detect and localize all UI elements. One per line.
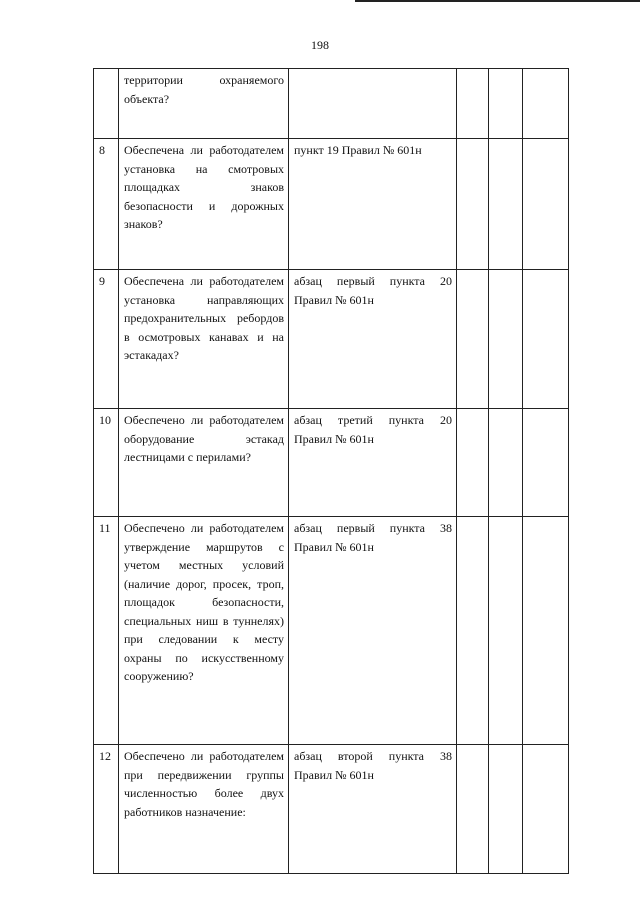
question-cell: Обеспечено ли работодателем при передвижении группы численностью более двух работников назначение: [119, 745, 289, 874]
reference-cell: абзац первый пункта 20 Правил № 601н [289, 270, 457, 409]
question-cell: Обеспечено ли работодателем оборудование эстакад лестницами с перилами? [119, 409, 289, 517]
answer-na-cell[interactable] [523, 139, 569, 270]
question-cell: Обеспечено ли работодателем утверждение маршрутов с учетом местных условий (наличие дорог, просек, троп, площадок безопасности, специальных ниш в туннелях) при следовании к месту охраны по искусственному сооружению? [119, 517, 289, 745]
question-cell: Обеспечена ли работодателем установка направляющих предохранительных ребордов в осмотровых канавах и на эстакадах? [119, 270, 289, 409]
reference-cell [289, 69, 457, 139]
reference-cell: абзац третий пункта 20 Правил № 601н [289, 409, 457, 517]
table-row [94, 409, 569, 517]
question-cell: территории охраняемого объекта? [119, 69, 289, 139]
table-row [94, 270, 569, 409]
row-number: 12 [94, 745, 119, 874]
row-number: 8 [94, 139, 119, 270]
checklist-table [93, 68, 569, 874]
answer-yes-cell[interactable] [457, 517, 489, 745]
answer-na-cell[interactable] [523, 745, 569, 874]
top-rule [355, 0, 640, 2]
answer-no-cell[interactable] [489, 270, 523, 409]
reference-cell: пункт 19 Правил № 601н [289, 139, 457, 270]
row-number: 10 [94, 409, 119, 517]
answer-no-cell[interactable] [489, 517, 523, 745]
answer-yes-cell[interactable] [457, 270, 489, 409]
answer-yes-cell[interactable] [457, 69, 489, 139]
answer-yes-cell[interactable] [457, 745, 489, 874]
table-row [94, 69, 569, 139]
answer-no-cell[interactable] [489, 139, 523, 270]
row-number: 11 [94, 517, 119, 745]
answer-no-cell[interactable] [489, 69, 523, 139]
answer-na-cell[interactable] [523, 409, 569, 517]
row-number: 9 [94, 270, 119, 409]
question-cell: Обеспечена ли работодателем установка на смотровых площадках знаков безопасности и дорожных знаков? [119, 139, 289, 270]
page-number: 198 [311, 38, 329, 52]
answer-yes-cell[interactable] [457, 139, 489, 270]
table-row [94, 139, 569, 270]
reference-cell: абзац первый пункта 38 Правил № 601н [289, 517, 457, 745]
answer-no-cell[interactable] [489, 745, 523, 874]
table-row [94, 517, 569, 745]
answer-no-cell[interactable] [489, 409, 523, 517]
answer-na-cell[interactable] [523, 270, 569, 409]
table-row [94, 745, 569, 874]
answer-na-cell[interactable] [523, 517, 569, 745]
answer-na-cell[interactable] [523, 69, 569, 139]
answer-yes-cell[interactable] [457, 409, 489, 517]
reference-cell: абзац второй пункта 38 Правил № 601н [289, 745, 457, 874]
row-number [94, 69, 119, 139]
